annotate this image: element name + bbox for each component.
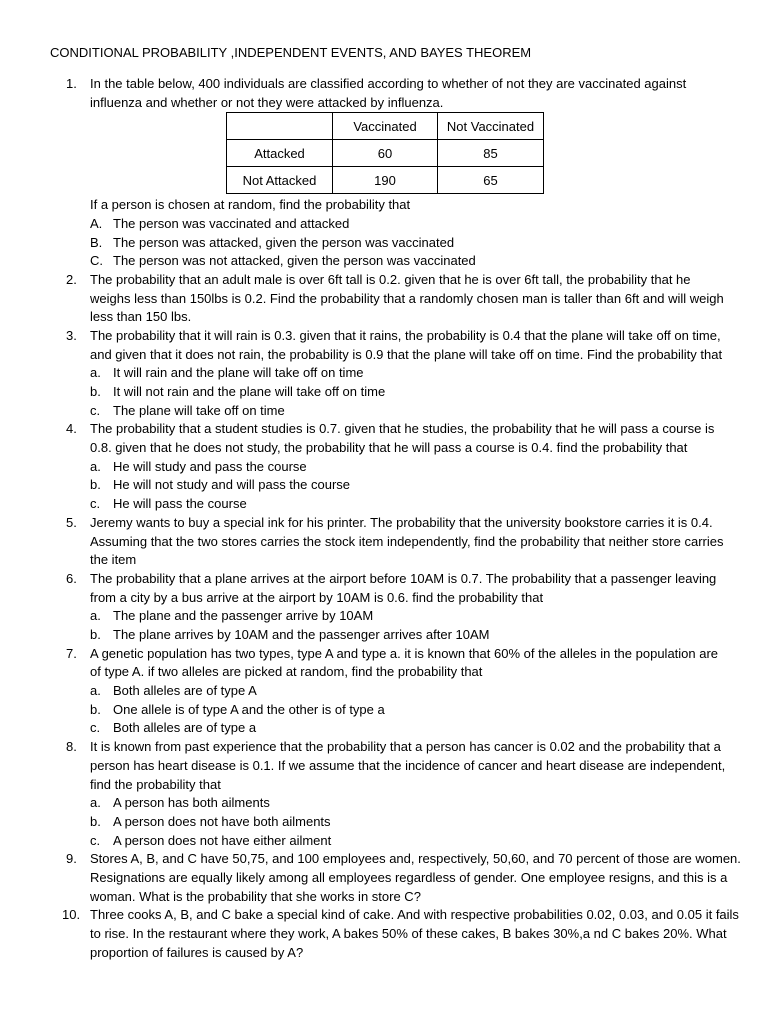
q6-sub-text: The plane and the passenger arrive by 10AM bbox=[113, 608, 374, 623]
q10-number: 10. bbox=[62, 907, 81, 922]
q1-prompt: If a person is chosen at random, find the probability that bbox=[90, 197, 411, 212]
q3-sub-text: The plane will take off on time bbox=[113, 403, 285, 418]
table-header-cell: Not Vaccinated bbox=[438, 113, 544, 140]
q1-sub-letter: B. bbox=[90, 235, 103, 250]
q4-sub-letter: b. bbox=[90, 477, 101, 492]
q1-sub-letter: C. bbox=[90, 253, 103, 268]
q7-line-2: of type A. if two alleles are picked at random, find the probability that bbox=[90, 664, 483, 679]
q4-sub-text: He will pass the course bbox=[113, 496, 247, 511]
table-header-row bbox=[227, 113, 544, 140]
q8-sub-text: A person has both ailments bbox=[113, 795, 270, 810]
q10-line-2: to rise. In the restaurant where they work, A bakes 50% of these cakes, B bakes 30%,a nd C bakes 20%. What bbox=[90, 926, 727, 941]
q8-number: 8. bbox=[66, 739, 77, 754]
q8-sub-letter: c. bbox=[90, 833, 101, 848]
q7-line-1: A genetic population has two types, type A and type a. it is known that 60% of the alleles in the population are bbox=[90, 646, 719, 661]
q8-line-3: find the probability that bbox=[90, 777, 221, 792]
q4-line-2: 0.8. given that he does not study, the probability that he will pass a course is 0.4. find the probability that bbox=[90, 440, 688, 455]
q4-sub-letter: c. bbox=[90, 496, 101, 511]
q2-line-3: less than 150 lbs. bbox=[90, 309, 192, 324]
q7-sub-letter: c. bbox=[90, 720, 101, 735]
q10-line-3: proportion of failures is caused by A? bbox=[90, 945, 304, 960]
q6-sub-letter: b. bbox=[90, 627, 101, 642]
q7-sub-text: Both alleles are of type a bbox=[113, 720, 257, 735]
table-cell: 85 bbox=[438, 140, 544, 167]
q9-line-2: Resignations are equally likely among all employees regardless of gender. One employee resigns, and this is a bbox=[90, 870, 728, 885]
table-row-label: Attacked bbox=[227, 140, 333, 167]
q9-line-1: Stores A, B, and C have 50,75, and 100 employees and, respectively, 50,60, and 70 percent of those are women. bbox=[90, 851, 741, 866]
q2-line-2: weighs less than 150lbs is 0.2. Find the probability that a randomly chosen man is taller than 6ft and will weigh bbox=[90, 291, 724, 306]
q3-number: 3. bbox=[66, 328, 77, 343]
table-cell: 60 bbox=[333, 140, 438, 167]
table-row bbox=[227, 140, 544, 167]
q3-sub-letter: c. bbox=[90, 403, 101, 418]
q4-sub-text: He will study and pass the course bbox=[113, 459, 307, 474]
table-header-cell: Vaccinated bbox=[333, 113, 438, 140]
q1-sub-text: The person was not attacked, given the person was vaccinated bbox=[113, 253, 476, 268]
q7-sub-letter: b. bbox=[90, 702, 101, 717]
q9-number: 9. bbox=[66, 851, 77, 866]
table-cell: 190 bbox=[333, 167, 438, 194]
q6-number: 6. bbox=[66, 571, 77, 586]
q1-sub-text: The person was attacked, given the person was vaccinated bbox=[113, 235, 455, 250]
table-row bbox=[227, 167, 544, 194]
q7-sub-text: One allele is of type A and the other is of type a bbox=[113, 702, 385, 717]
q3-line-1: The probability that it will rain is 0.3. given that it rains, the probability is 0.4 that the plane will take off on time, bbox=[90, 328, 721, 343]
q5-line-1: Jeremy wants to buy a special ink for his printer. The probability that the university bookstore carries it is 0.4. bbox=[90, 515, 713, 530]
table-cell: 65 bbox=[438, 167, 544, 194]
q1-line-1: In the table below, 400 individuals are classified according to whether of not they are vaccinated against bbox=[90, 76, 687, 91]
q3-sub-text: It will rain and the plane will take off on time bbox=[113, 365, 364, 380]
q5-number: 5. bbox=[66, 515, 77, 530]
q3-line-2: and given that it does not rain, the probability is 0.9 that the plane will take off on time. Find the probability that bbox=[90, 347, 723, 362]
q6-line-2: from a city by a bus arrive at the airport by 10AM is 0.6. find the probability that bbox=[90, 590, 544, 605]
q4-sub-letter: a. bbox=[90, 459, 101, 474]
document-title: CONDITIONAL PROBABILITY ,INDEPENDENT EVENTS, AND BAYES THEOREM bbox=[50, 45, 532, 60]
q8-sub-letter: a. bbox=[90, 795, 101, 810]
q9-line-3: woman. What is the probability that she works in store C? bbox=[90, 889, 421, 904]
q2-line-1: The probability that an adult male is over 6ft tall is 0.2. given that he is over 6ft tall, the probability that he bbox=[90, 272, 691, 287]
vaccination-table bbox=[226, 112, 544, 194]
q3-sub-letter: a. bbox=[90, 365, 101, 380]
q7-number: 7. bbox=[66, 646, 77, 661]
q6-sub-letter: a. bbox=[90, 608, 101, 623]
q7-sub-letter: a. bbox=[90, 683, 101, 698]
q1-number: 1. bbox=[66, 76, 77, 91]
q1-sub-letter: A. bbox=[90, 216, 103, 231]
q7-sub-text: Both alleles are of type A bbox=[113, 683, 257, 698]
q4-line-1: The probability that a student studies is 0.7. given that he studies, the probability that he will pass a course is bbox=[90, 421, 715, 436]
q3-sub-letter: b. bbox=[90, 384, 101, 399]
q5-line-2: Assuming that the two stores carries the stock item independently, find the probability that neither store carries bbox=[90, 534, 724, 549]
table-row-label: Not Attacked bbox=[227, 167, 333, 194]
q6-sub-text: The plane arrives by 10AM and the passenger arrives after 10AM bbox=[113, 627, 490, 642]
q1-sub-text: The person was vaccinated and attacked bbox=[113, 216, 350, 231]
q8-sub-letter: b. bbox=[90, 814, 101, 829]
q6-line-1: The probability that a plane arrives at the airport before 10AM is 0.7. The probability that a passenger leaving bbox=[90, 571, 717, 586]
q4-sub-text: He will not study and will pass the course bbox=[113, 477, 351, 492]
q1-line-2: influenza and whether or not they were attacked by influenza. bbox=[90, 95, 444, 110]
q2-number: 2. bbox=[66, 272, 77, 287]
q3-sub-text: It will not rain and the plane will take off on time bbox=[113, 384, 386, 399]
q8-line-1: It is known from past experience that the probability that a person has cancer is 0.02 and the probability that a bbox=[90, 739, 721, 754]
q8-sub-text: A person does not have both ailments bbox=[113, 814, 331, 829]
table-header-cell bbox=[227, 113, 333, 140]
q8-sub-text: A person does not have either ailment bbox=[113, 833, 332, 848]
q10-line-1: Three cooks A, B, and C bake a special kind of cake. And with respective probabilities 0.02, 0.03, and 0.05 it fails bbox=[90, 907, 739, 922]
q4-number: 4. bbox=[66, 421, 77, 436]
q8-line-2: person has heart disease is 0.1. If we assume that the incidence of cancer and heart disease are independent, bbox=[90, 758, 726, 773]
q5-line-3: the item bbox=[90, 552, 137, 567]
